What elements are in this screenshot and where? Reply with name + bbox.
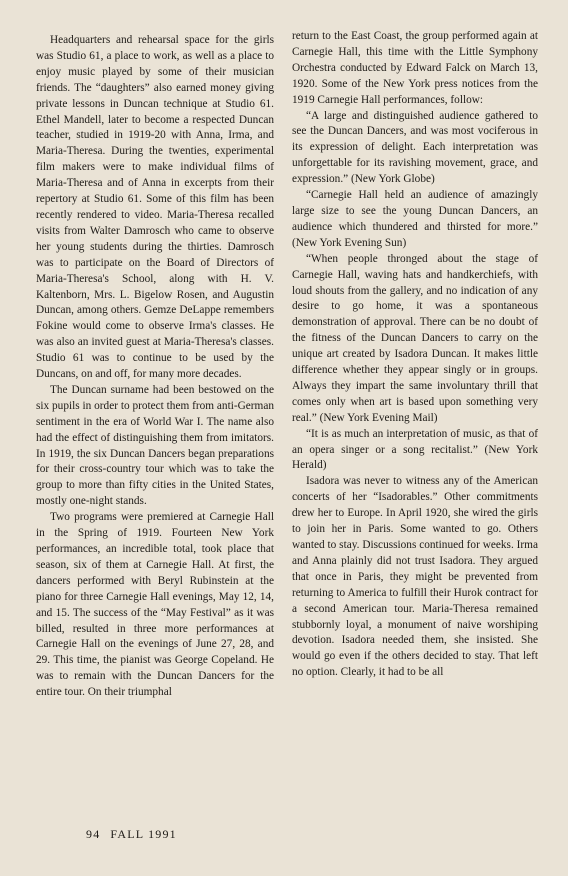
issue-label: FALL 1991 [110, 827, 177, 841]
paragraph: Isadora was never to witness any of the American concerts of her “Isadorables.” Other commitments drew her to Europe. In April 1920, she wired the girls to join her in Paris. Some wanted to go. Others wanted to stay. Discussions continued for weeks. Irma and Anna plainly did not trust Isadora. They argued that once in Paris, they might be prevented from returning to America to fulfill their Hurok contract for a second American tour. Maria-Theresa remained stubbornly loyal, a monument of naive worshiping devotion. Isadora needed them, she insisted. She would go even if the others decided to stay. That left no option. Clearly, it had to be all [292, 475, 538, 679]
left-column [36, 33, 274, 701]
paragraph: “A large and distinguished audience gathered to see the Duncan Dancers, and was most vociferous in its expression of delight. Each interpretation was unforgettable for its ravishing movement, grace, and expression.” (New York Globe) [292, 109, 538, 186]
paragraph: Headquarters and rehearsal space for the girls was Studio 61, a place to work, as well as a place to enjoy music played by some of their musician friends. The “daughters” also earned money giving private lessons in Duncan technique at Studio 61. Ethel Mandell, later to become a respected Duncan teacher, studied in 1919-20 with Anna, Irma, and Maria-Theresa. During the twenties, experimental film makers were to make individual films of Maria-Theresa and of Anna in excerpts from their repertory at Studio 61. Some of this film has been recently rendered to video. Maria-Theresa recalled visits from Walter Damrosch who came to observe her young students during the thirties. Damrosch was to participate on the Board of Directors of Maria-Theresa's School, along with H. V. Kaltenborn, Mrs. L. Bigelow Rosen, and Augustin Duncan, among others. Gemze DeLappe remembers Fokine would come to observe Irma's classes. He was also an invited guest at Maria-Theresa's classes. Studio 61 was to continue to be used by the Duncans, on and off, for many more decades. [36, 34, 274, 381]
paragraph: The Duncan surname had been bestowed on the six pupils in order to protect them from anti-German sentiment in the era of World War I. The name also had the effect of distinguishing them from imitators. In 1919, the six Duncan Dancers began preparations for their cross-country tour which was to take the group to more than fifty cities in the United States, mostly one-night stands. [36, 383, 274, 508]
paragraph: “When people thronged about the stage of Carnegie Hall, waving hats and handkerchiefs, with loud shouts from the gallery, and no indication of any desire to go home, it was a spontaneous demonstration of approval. There can be no doubt of the fitness of the Duncan Dancers to carry on the unique art created by Isadora Duncan. It makes little difference whether they appear singly or in groups. Always they impart the same involuntary thrill that comes only when art is based upon something very real.” (New York Evening Mail) [292, 252, 538, 424]
paragraph: Two programs were premiered at Carnegie Hall in the Spring of 1919. Fourteen New York performances, an incredible total, took place that season, six of them at Carnegie Hall. At first, the dancers performed with Beryl Rubinstein at the piano for three Carnegie Hall evenings, May 12, 14, and 15. The success of the “May Festival” as it was billed, resulted in three more performances at Carnegie Hall on the evenings of June 27, 28, and 29. This time, the pianist was George Copeland. He was to remain with the Duncan Dancers for the entire tour. On their triumphal [36, 511, 274, 699]
paragraph: “It is as much an interpretation of music, as that of an opera singer or a song recitalist.” (New York Herald) [292, 427, 538, 472]
right-column [292, 29, 538, 681]
paragraph: “Carnegie Hall held an audience of amazingly large size to see the young Duncan Dancers, an audience which thundered and thirsted for more.” (New York Evening Sun) [292, 189, 538, 249]
page-footer [86, 827, 177, 842]
paragraph: return to the East Coast, the group performed again at Carnegie Hall, this time with the Little Symphony Orchestra conducted by Edward Falck on March 13, 1920. Some of the New York press notices from the 1919 Carnegie Hall performances, follow: [292, 30, 538, 106]
page-number: 94 [86, 827, 101, 841]
